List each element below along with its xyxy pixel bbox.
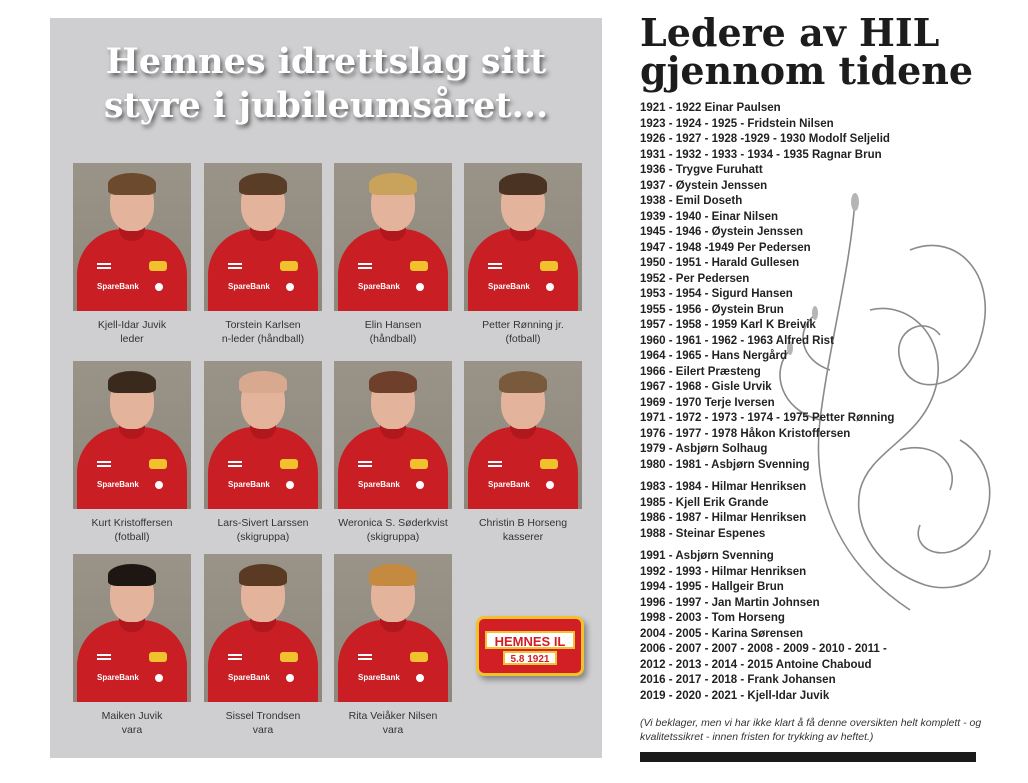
- member-photo: [464, 361, 582, 509]
- member-card: [334, 163, 452, 346]
- leader-item: 1923 - 1924 - 1925 - Fridstein Nilsen: [640, 117, 834, 130]
- club-badge-icon: [280, 652, 298, 662]
- jersey: [208, 427, 318, 509]
- club-badge-icon: [280, 261, 298, 271]
- hair: [108, 564, 156, 586]
- sponsor-label: SpareBank: [358, 673, 400, 682]
- club-badge-icon: [540, 459, 558, 469]
- leader-item: 1939 - 1940 - Einar Nilsen: [640, 210, 779, 223]
- leader-item: 1967 - 1968 - Gisle Urvik: [640, 381, 772, 393]
- leader-item: 1976 - 1977 - 1978 Håkon Kristoffersen: [640, 427, 851, 440]
- leader-item: 1966 - Eilert Præsteng: [640, 365, 761, 378]
- leader-item: 1960 - 1961 - 1962 - 1963 Alfred Rist: [640, 334, 834, 347]
- leader-item: 1926 - 1927 - 1928 -1929 - 1930 Modolf Seljelid: [640, 133, 890, 145]
- logo-name: HEMNES IL: [485, 631, 575, 649]
- sponsor-label: SpareBank: [358, 480, 400, 489]
- sponsor-label: SpareBank: [488, 480, 530, 489]
- member-photo: [334, 163, 452, 311]
- member-photo: [73, 554, 191, 702]
- hair: [369, 371, 417, 393]
- brand-stripes-icon: [97, 654, 111, 660]
- jersey: [468, 229, 578, 311]
- club-badge-icon: [280, 459, 298, 469]
- hair: [369, 173, 417, 195]
- leader-item: 2016 - 2017 - 2018 - Frank Johansen: [640, 674, 836, 686]
- leader-item: 1983 - 1984 - Hilmar Henriksen: [640, 481, 807, 493]
- member-role: n-leder (håndball): [221, 333, 305, 345]
- leader-item: 1947 - 1948 -1949 Per Pedersen: [640, 241, 811, 254]
- leader-item: 1971 - 1972 - 1973 - 1974 - 1975 Petter Rønning: [640, 412, 895, 424]
- member-photo: [334, 554, 452, 702]
- member-card: [334, 361, 452, 544]
- sponsor-label: SpareBank: [97, 282, 139, 291]
- jersey: [338, 620, 448, 702]
- club-badge-icon: [410, 459, 428, 469]
- hair: [499, 371, 547, 393]
- leader-item: 1957 - 1958 - 1959 Karl K Breivik: [640, 319, 816, 331]
- club-badge-icon: [149, 459, 167, 469]
- club-logo: [476, 616, 584, 676]
- sponsor-logo-icon: [153, 479, 165, 491]
- leader-item: 1945 - 1946 - Øystein Jenssen: [640, 226, 804, 238]
- sponsor-logo-icon: [544, 479, 556, 491]
- jersey: [77, 620, 187, 702]
- bottom-divider: [640, 752, 976, 762]
- leader-item: 2019 - 2020 - 2021 - Kjell-Idar Juvik: [640, 689, 830, 702]
- leader-item: 1931 - 1932 - 1933 - 1934 - 1935 Ragnar Brun: [640, 148, 882, 161]
- sponsor-logo-icon: [284, 479, 296, 491]
- leader-item: 1921 - 1922 Einar Paulsen: [640, 102, 781, 114]
- leader-item: 1996 - 1997 - Jan Martin Johnsen: [640, 596, 820, 609]
- sponsor-logo-icon: [544, 281, 556, 293]
- jersey: [338, 427, 448, 509]
- leader-item: 1988 - Steinar Espenes: [640, 527, 766, 540]
- member-name: Kjell-Idar Juvik: [97, 319, 167, 331]
- brand-stripes-icon: [228, 654, 242, 660]
- leader-item: 1994 - 1995 - Hallgeir Brun: [640, 581, 784, 593]
- sponsor-label: SpareBank: [488, 282, 530, 291]
- member-card: [204, 163, 322, 346]
- member-name: Petter Rønning jr.: [482, 319, 564, 331]
- member-role: (fotball): [505, 333, 541, 345]
- member-role: (skigruppa): [236, 531, 290, 543]
- member-name: Torstein Karlsen: [225, 319, 301, 331]
- member-role: vara: [121, 724, 143, 736]
- member-card: [464, 163, 582, 346]
- leader-list: [640, 101, 1010, 704]
- club-badge-icon: [149, 261, 167, 271]
- board-title: Hemnes idrettslag sitt styre i jubileumsåret...: [103, 41, 549, 126]
- brand-stripes-icon: [488, 461, 502, 467]
- hair: [239, 564, 287, 586]
- brand-stripes-icon: [358, 461, 372, 467]
- member-name: Maiken Juvik: [101, 710, 163, 722]
- leader-item: 1955 - 1956 - Øystein Brun: [640, 303, 784, 316]
- member-card: [73, 361, 191, 544]
- brand-stripes-icon: [97, 263, 111, 269]
- leader-item: 1969 - 1970 Terje Iversen: [640, 396, 775, 409]
- jersey: [338, 229, 448, 311]
- hair: [239, 371, 287, 393]
- club-badge-icon: [410, 652, 428, 662]
- sponsor-label: SpareBank: [228, 282, 270, 291]
- sponsor-label: SpareBank: [228, 480, 270, 489]
- sponsor-label: SpareBank: [97, 673, 139, 682]
- jersey: [208, 620, 318, 702]
- sponsor-logo-icon: [153, 672, 165, 684]
- leader-item: 1937 - Øystein Jenssen: [640, 179, 768, 192]
- member-photo: [204, 163, 322, 311]
- member-role: (fotball): [114, 531, 150, 543]
- leader-item: 1980 - 1981 - Asbjørn Svenning: [640, 458, 810, 471]
- sponsor-logo-icon: [414, 479, 426, 491]
- club-badge-icon: [149, 652, 167, 662]
- brand-stripes-icon: [228, 461, 242, 467]
- leader-item: 1991 - Asbjørn Svenning: [640, 550, 774, 562]
- member-photo: [464, 163, 582, 311]
- leader-item: 1979 - Asbjørn Solhaug: [640, 443, 768, 455]
- member-name: Sissel Trondsen: [225, 710, 301, 722]
- brand-stripes-icon: [358, 263, 372, 269]
- leader-item: 1950 - 1951 - Harald Gullesen: [640, 257, 800, 269]
- member-photo: [334, 361, 452, 509]
- member-card: [73, 163, 191, 346]
- disclaimer: (Vi beklager, men vi har ikke klart å få denne oversikten helt komplett - og kvalitetssikret - innen fristen for trykking av heftet.): [640, 717, 982, 743]
- member-name: Lars-Sivert Larssen: [217, 517, 309, 529]
- member-role: (håndball): [369, 333, 417, 345]
- jersey: [468, 427, 578, 509]
- hair: [108, 173, 156, 195]
- member-role: vara: [382, 724, 404, 736]
- sponsor-label: SpareBank: [358, 282, 400, 291]
- brand-stripes-icon: [358, 654, 372, 660]
- club-badge-icon: [410, 261, 428, 271]
- leader-item: 1986 - 1987 - Hilmar Henriksen: [640, 512, 807, 524]
- jersey: [77, 229, 187, 311]
- member-name: Weronica S. Søderkvist: [338, 517, 448, 529]
- member-name: Elin Hansen: [364, 319, 422, 331]
- member-name: Christin B Horseng: [478, 517, 568, 529]
- logo-date: 5.8 1921: [503, 651, 557, 665]
- member-photo: [204, 554, 322, 702]
- sponsor-logo-icon: [284, 672, 296, 684]
- leader-item: 2004 - 2005 - Karina Sørensen: [640, 627, 803, 640]
- member-card: [204, 554, 322, 737]
- sponsor-logo-icon: [153, 281, 165, 293]
- member-role: leder: [120, 333, 144, 345]
- leader-item: 1952 - Per Pedersen: [640, 272, 750, 285]
- leader-item: 1992 - 1993 - Hilmar Henriksen: [640, 565, 807, 578]
- jersey: [208, 229, 318, 311]
- jersey: [77, 427, 187, 509]
- member-photo: [73, 163, 191, 311]
- brand-stripes-icon: [228, 263, 242, 269]
- leader-item: 1936 - Trygve Furuhatt: [640, 164, 763, 176]
- club-badge-icon: [540, 261, 558, 271]
- hair: [239, 173, 287, 195]
- brand-stripes-icon: [488, 263, 502, 269]
- hair: [369, 564, 417, 586]
- member-card: [464, 361, 582, 544]
- leaders-title: Ledere av HIL gjennom tidene: [640, 10, 974, 93]
- leader-item: 1964 - 1965 - Hans Nergård: [640, 350, 788, 362]
- member-card: [73, 554, 191, 737]
- leader-item: 1938 - Emil Doseth: [640, 195, 743, 207]
- hair: [499, 173, 547, 195]
- leader-item: 2006 - 2007 - 2007 - 2008 - 2009 - 2010 - 2011 -: [640, 643, 887, 655]
- member-name: Rita Veiåker Nilsen: [348, 710, 438, 722]
- sponsor-label: SpareBank: [228, 673, 270, 682]
- sponsor-label: SpareBank: [97, 480, 139, 489]
- leader-item: 1998 - 2003 - Tom Horseng: [640, 612, 785, 624]
- sponsor-logo-icon: [414, 281, 426, 293]
- member-role: (skigruppa): [366, 531, 420, 543]
- member-card: [204, 361, 322, 544]
- brand-stripes-icon: [97, 461, 111, 467]
- board-panel: [50, 18, 602, 758]
- member-role: vara: [252, 724, 274, 736]
- leader-item: 1985 - Kjell Erik Grande: [640, 496, 769, 509]
- member-photo: [73, 361, 191, 509]
- sponsor-logo-icon: [414, 672, 426, 684]
- leader-item: 2012 - 2013 - 2014 - 2015 Antoine Chaboud: [640, 658, 872, 671]
- leader-item: 1953 - 1954 - Sigurd Hansen: [640, 288, 793, 300]
- member-role: kasserer: [502, 531, 544, 543]
- sponsor-logo-icon: [284, 281, 296, 293]
- member-name: Kurt Kristoffersen: [91, 517, 173, 529]
- member-photo: [204, 361, 322, 509]
- hair: [108, 371, 156, 393]
- member-card: [334, 554, 452, 737]
